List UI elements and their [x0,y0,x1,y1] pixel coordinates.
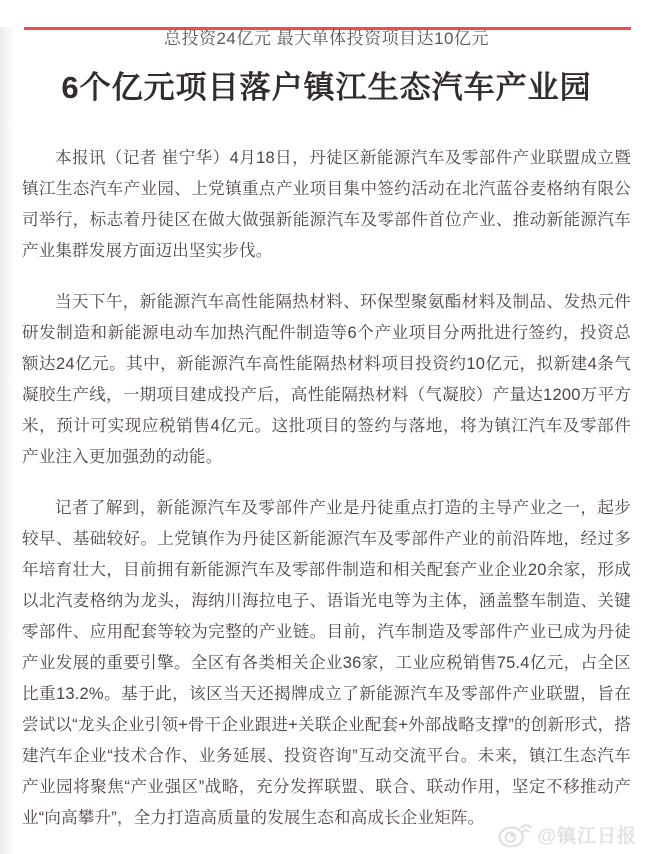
article-title: 6个亿元项目落户镇江生态汽车产业园 [61,70,592,105]
article-subtitle: 总投资24亿元 最大单体投资项目达10亿元 [163,29,490,48]
article-paragraph: 本报讯（记者 崔宁华）4月18日，丹徒区新能源汽车及零部件产业联盟成立暨镇江生态汽车产业园、上党镇重点产业项目集中签约活动在北汽蓝谷麦格纳有限公司举行，标志着丹徒区在做大做强新能源汽车及零部件首位产业、推动新能源汽车产业集群发展方面迈出坚实步伐。 [22,149,631,260]
article-paragraph: 当天下午，新能源汽车高性能隔热材料、环保型聚氨酯材料及制品、发热元件研发制造和新能源电动车加热汽配件制造等6个产业项目分两批进行签约，投资总额达24亿元。其中，新能源汽车高性能隔热材料项目投资约10亿元，拟新建4条气凝胶生产线，一期项目建成投产后，高性能隔热材料（气凝胶）产量达1200万平方米，预计可实现应税销售4亿元。这批项目的签约与落地，将为镇江汽车及零部件产业注入更加强劲的动能。 [22,293,631,466]
weibo-watermark [497,820,637,848]
watermark-text: @镇江日报 [537,825,637,847]
article-paragraph: 记者了解到，新能源汽车及零部件产业是丹徒重点打造的主导产业之一，起步较早、基础较好。上党镇作为丹徒区新能源汽车及零部件产业的前沿阵地，经过多年培育壮大，目前拥有新能源汽车及零部件制造和相关配套产业企业20余家，形成以北汽麦格纳为龙头，海纳川海拉电子、语诣光电等为主体，涵盖整车制造、关键零部件、应用配套等较为完整的产业链。目前，汽车制造及零部件产业已成为丹徒产业发展的重要引擎。全区有各类相关企业36家，工业应税销售75.4亿元，占全区比重13.2%。基于此，该区当天还揭牌成立了新能源汽车及零部件产业联盟，旨在尝试以“龙头企业引领+骨干企业跟进+关联企业配套+外部战略支撑”的创新形式，搭建汽车企业“技术合作、业务延展、投资咨询”互动交流平台。未来，镇江生态汽车产业园将聚焦“产业强区”战略，充分发挥联盟、联合、联动作用，坚定不移推动产业“向高攀升”，全力打造高质量的发展生态和高成长企业矩阵。 [22,499,631,827]
weibo-icon [497,820,533,848]
article-body [22,143,631,834]
article [0,27,647,834]
